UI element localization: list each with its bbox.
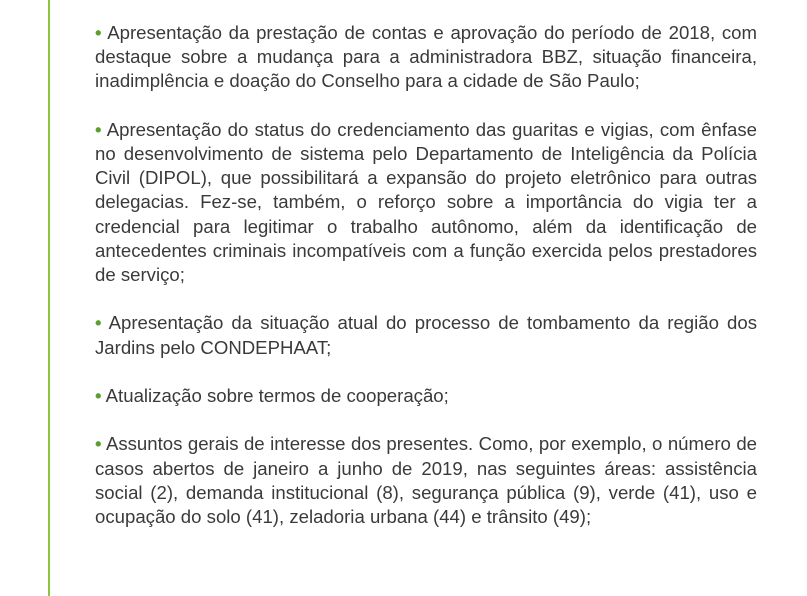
list-item [95, 311, 757, 359]
list-item [95, 118, 757, 287]
bullet-icon: • [95, 118, 102, 140]
list-item [95, 384, 757, 408]
list-item-text: Atualização sobre termos de cooperação; [105, 385, 449, 406]
list-item-text: Assuntos gerais de interesse dos presentes. Como, por exemplo, o número de casos abertos de janeiro a junho de 2019, nas seguintes áreas: assistência social (2), demanda institucional (8), segurança pública (9), verde (41), uso e ocupação do solo (41), zeladoria urbana (44) e trânsito (49); [95, 433, 758, 527]
list-item [95, 432, 757, 529]
bullet-list [95, 21, 757, 553]
left-accent-rule [48, 0, 50, 596]
list-item [95, 21, 757, 94]
bullet-icon: • [95, 312, 102, 334]
bullet-icon: • [95, 433, 102, 455]
list-item-text: Apresentação do status do credenciamento das guaritas e vigias, com ênfase no desenvolvimento de sistema pelo Departamento de Inteligência da Polícia Civil (DIPOL), que possibilitará a expansão do projeto eletrônico para outras delegacias. Fez-se, também, o reforço sobre a importância do vigia ter a credencial para legitimar o trabalho autônomo, além da identificação de antecedentes criminais incompatíveis com a função exercida pelos prestadores de serviço; [95, 118, 758, 286]
list-item-text: Apresentação da prestação de contas e aprovação do período de 2018, com destaque sobre a mudança para a administradora BBZ, situação financeira, inadimplência e doação do Conselho para a cidade de São Paulo; [95, 22, 758, 92]
bullet-icon: • [95, 385, 102, 406]
bullet-icon: • [95, 22, 102, 43]
list-item-text: Apresentação da situação atual do processo de tombamento da região dos Jardins pelo CONDEPHAAT; [95, 312, 758, 358]
